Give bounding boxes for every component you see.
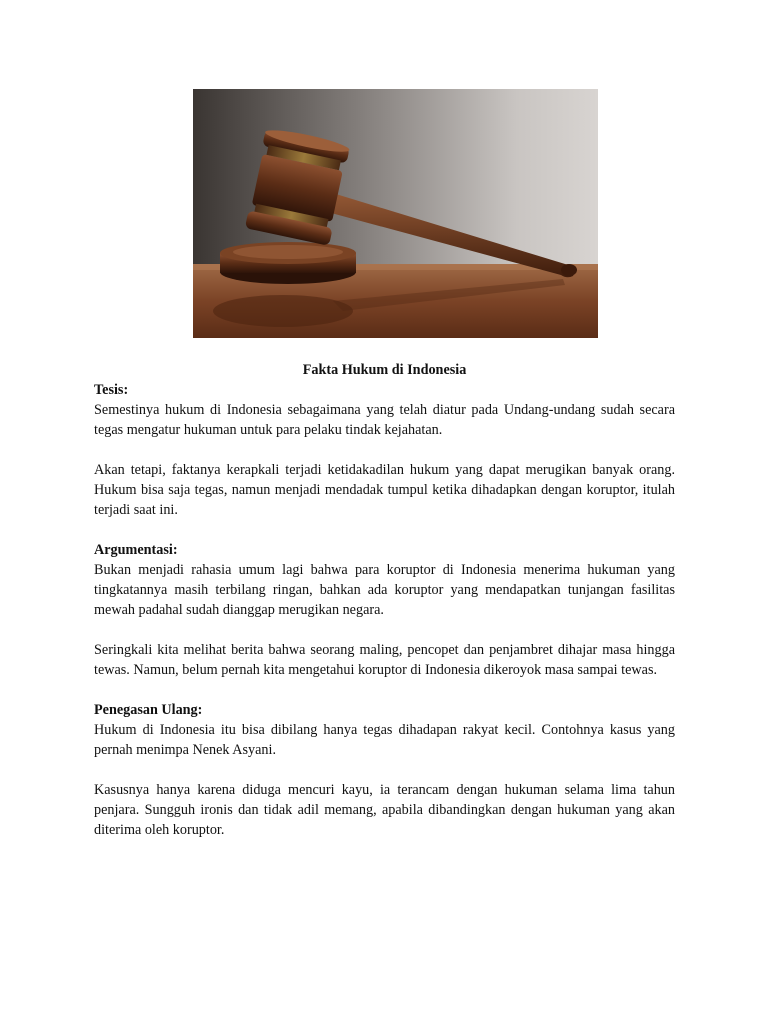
paragraph-spacer xyxy=(94,620,675,640)
paragraph: Seringkali kita melihat berita bahwa seorang maling, pencopet dan penjambret dihajar masa hingga tewas. Namun, belum pernah kita mengetahui koruptor di Indonesia dikeroyok masa sampai tewas. xyxy=(94,642,675,678)
gavel-photo xyxy=(193,89,598,338)
paragraph: Semestinya hukum di Indonesia sebagaimana yang telah diatur pada Undang-undang sudah secara tegas mengatur hukuman untuk para pelaku tindak kejahatan. xyxy=(94,402,675,438)
paragraph-spacer xyxy=(94,760,675,780)
document-body xyxy=(94,360,675,840)
paragraph: Bukan menjadi rahasia umum lagi bahwa para koruptor di Indonesia menerima hukuman yang tingkatannya masih terbilang ringan, bahkan ada koruptor yang mendapatkan tunjangan fasilitas mewah padahal sudah dianggap merugikan negara. xyxy=(94,562,675,618)
paragraph-spacer xyxy=(94,680,675,700)
paragraph: Akan tetapi, faktanya kerapkali terjadi ketidakadilan hukum yang dapat merugikan banyak orang. Hukum bisa saja tegas, namun menjadi mendadak tumpul ketika dihadapkan dengan koruptor, itulah terjadi saat ini. xyxy=(94,462,675,518)
section-heading-penegasan-ulang: Penegasan Ulang: xyxy=(94,702,203,718)
section-heading-argumentasi: Argumentasi: xyxy=(94,542,178,558)
paragraph-spacer xyxy=(94,520,675,540)
section-heading-tesis: Tesis: xyxy=(94,382,129,398)
gavel-icon xyxy=(193,89,598,338)
paragraph: Hukum di Indonesia itu bisa dibilang hanya tegas dihadapan rakyat kecil. Contohnya kasus yang pernah menimpa Nenek Asyani. xyxy=(94,722,675,758)
paragraph: Kasusnya hanya karena diduga mencuri kayu, ia terancam dengan hukuman selama lima tahun penjara. Sungguh ironis dan tidak adil memang, apabila dibandingkan dengan hukuman yang akan diterima oleh koruptor. xyxy=(94,782,675,838)
document-title: Fakta Hukum di Indonesia xyxy=(302,362,467,378)
paragraph-spacer xyxy=(94,440,675,460)
